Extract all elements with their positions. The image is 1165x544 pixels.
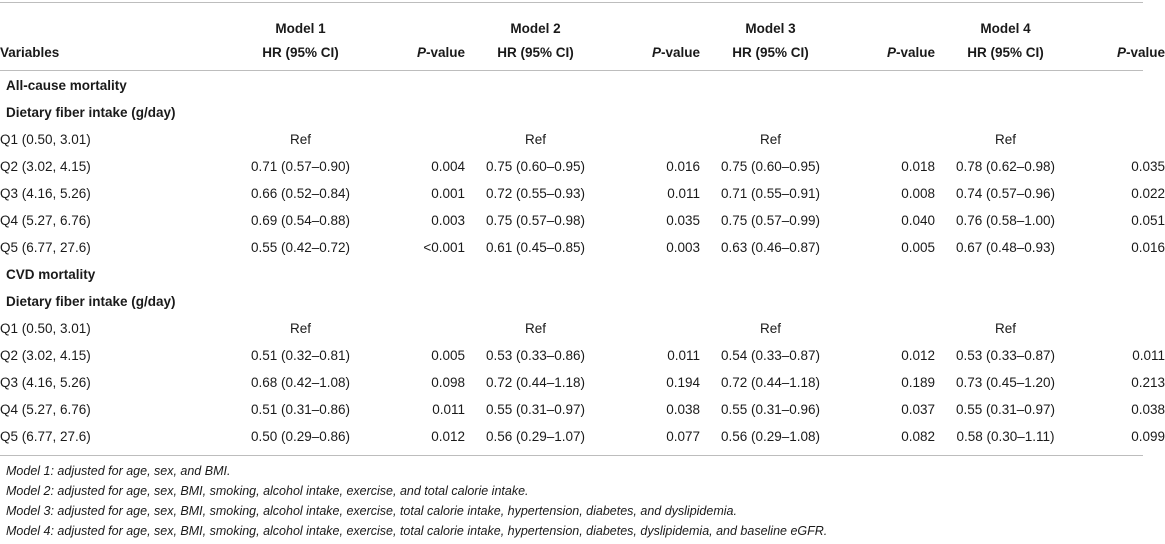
table-row [0,315,1165,342]
hr-heading-3: HR (95% CI) [732,44,809,60]
p-value-model-2: 0.003 [666,240,700,255]
hr-model-4: 0.55 (0.31–0.97) [955,402,1056,417]
hr-model-3: Ref [759,321,781,336]
p-value-model-3 [841,315,935,342]
hr-model-3: 0.54 (0.33–0.87) [720,348,821,363]
header-spacer-p4 [1076,6,1165,36]
table-bottom-rule [0,455,1143,456]
hr-heading-4: HR (95% CI) [967,44,1044,60]
row-label: Q3 (4.16, 5.26) [0,186,91,201]
p-value-model-2: 0.194 [666,375,700,390]
header-spacer-p3 [841,6,935,36]
footnotes [6,461,1136,541]
hr-heading-1: HR (95% CI) [262,44,339,60]
hr-model-2: Ref [524,321,546,336]
footnote-model-1: Model 1: adjusted for age, sex, and BMI. [6,464,231,478]
p-value-model-2: 0.011 [667,186,700,201]
model-4-heading: Model 4 [980,21,1031,36]
p-suffix: -value [425,44,465,60]
p-italic: P [651,44,661,60]
p-value-model-4: 0.022 [1131,186,1165,201]
hr-model-3: 0.75 (0.57–0.99) [720,213,821,228]
hr-model-3: 0.72 (0.44–1.18) [720,375,821,390]
hr-model-4: 0.53 (0.33–0.87) [955,348,1056,363]
model-3-heading: Model 3 [745,21,796,36]
row-label: Q4 (5.27, 6.76) [0,213,91,228]
p-value-model-1: 0.004 [431,159,465,174]
p-value-model-2: 0.038 [666,402,700,417]
hr-model-2: 0.53 (0.33–0.86) [485,348,586,363]
table-row [0,396,1165,423]
p-value-model-4 [1076,315,1165,342]
p-value-model-2 [606,315,700,342]
p-value-model-4: 0.099 [1131,429,1165,444]
p-value-model-4: 0.051 [1131,213,1165,228]
hr-model-1: 0.71 (0.57–0.90) [250,159,351,174]
hr-model-4: Ref [994,321,1016,336]
p-value-model-4: 0.011 [1132,348,1165,363]
table-row [0,180,1165,207]
p-value-model-3: 0.082 [901,429,935,444]
p-value-model-3: 0.040 [901,213,935,228]
p-suffix: -value [895,44,935,60]
p-value-model-4: 0.038 [1131,402,1165,417]
section-subtitle-row [0,288,1165,315]
results-table [0,6,1165,450]
p-value-heading-1 [371,36,465,68]
hr-model-4: 0.58 (0.30–1.11) [956,429,1055,444]
p-value-model-2 [606,126,700,153]
hr-model-3: 0.56 (0.29–1.08) [720,429,821,444]
p-value-model-2: 0.016 [666,159,700,174]
header-spacer [0,6,230,36]
hr-model-1: 0.66 (0.52–0.84) [250,186,351,201]
p-value-model-3: 0.008 [901,186,935,201]
p-value-model-3: 0.037 [901,402,935,417]
hr-model-1: Ref [289,321,311,336]
row-label: Q4 (5.27, 6.76) [0,402,91,417]
hr-model-4: 0.74 (0.57–0.96) [955,186,1056,201]
table-body [0,68,1165,450]
hr-model-1: 0.68 (0.42–1.08) [250,375,351,390]
p-value-model-3: 0.012 [901,348,935,363]
p-italic: P [886,44,896,60]
hr-model-1: 0.51 (0.32–0.81) [250,348,351,363]
p-italic: P [416,44,426,60]
table-top-rule [0,2,1143,3]
hr-model-3: 0.55 (0.31–0.96) [720,402,821,417]
p-value-model-1 [371,315,465,342]
p-value-model-1: 0.001 [431,186,465,201]
hr-model-1: 0.50 (0.29–0.86) [250,429,351,444]
table-row [0,207,1165,234]
p-value-model-2: 0.077 [666,429,700,444]
hr-model-4: 0.78 (0.62–0.98) [955,159,1056,174]
p-value-heading-4 [1076,36,1165,68]
table-row [0,153,1165,180]
hr-heading-2: HR (95% CI) [497,44,574,60]
table-row [0,342,1165,369]
section-title: All-cause mortality [6,78,127,93]
header-row-models [0,6,1165,36]
model-2-heading: Model 2 [510,21,561,36]
row-label: Q5 (6.77, 27.6) [0,429,91,444]
p-value-model-2: 0.035 [666,213,700,228]
p-value-model-4: 0.213 [1131,375,1165,390]
hr-model-2: 0.55 (0.31–0.97) [485,402,586,417]
hr-model-2: Ref [524,132,546,147]
p-value-model-3: 0.005 [901,240,935,255]
p-value-model-3 [841,126,935,153]
hr-model-3: 0.63 (0.46–0.87) [720,240,821,255]
p-value-heading-2 [606,36,700,68]
model-1-heading: Model 1 [275,21,326,36]
hr-model-2: 0.56 (0.29–1.07) [485,429,586,444]
hr-model-2: 0.72 (0.55–0.93) [485,186,586,201]
table-row [0,234,1165,261]
hr-model-4: 0.73 (0.45–1.20) [955,375,1056,390]
hr-model-2: 0.75 (0.60–0.95) [485,159,586,174]
hr-model-3: 0.75 (0.60–0.95) [720,159,821,174]
hr-model-3: Ref [759,132,781,147]
row-label: Q5 (6.77, 27.6) [0,240,91,255]
row-label: Q1 (0.50, 3.01) [0,132,91,147]
p-suffix: -value [1125,44,1165,60]
header-spacer-p2 [606,6,700,36]
p-value-model-1: 0.005 [431,348,465,363]
p-value-model-1: 0.011 [432,402,465,417]
p-value-model-1: 0.003 [431,213,465,228]
hr-model-1: 0.69 (0.54–0.88) [250,213,351,228]
section-title: CVD mortality [6,267,96,282]
section-subtitle: Dietary fiber intake (g/day) [6,294,176,309]
hr-model-1: 0.55 (0.42–0.72) [250,240,351,255]
section-title-row [0,261,1165,288]
row-label: Q3 (4.16, 5.26) [0,375,91,390]
p-value-model-4: 0.035 [1131,159,1165,174]
p-value-model-1: <0.001 [423,240,465,255]
p-value-heading-3 [841,36,935,68]
section-title-row [0,68,1165,99]
p-suffix: -value [660,44,700,60]
hr-model-1: Ref [289,132,311,147]
p-value-model-3: 0.018 [901,159,935,174]
p-value-model-1 [371,126,465,153]
p-value-model-3: 0.189 [901,375,935,390]
p-value-model-4 [1076,126,1165,153]
header-spacer-p1 [371,6,465,36]
table-row [0,126,1165,153]
hr-model-1: 0.51 (0.31–0.86) [250,402,351,417]
header-row-columns [0,36,1165,68]
hr-model-3: 0.71 (0.55–0.91) [720,186,821,201]
p-value-model-4: 0.016 [1131,240,1165,255]
footnote-model-4: Model 4: adjusted for age, sex, BMI, smoking, alcohol intake, exercise, total calorie intake, hypertension, diabetes, dyslipidemia, and baseline eGFR. [6,524,828,538]
table-row [0,423,1165,450]
table-row [0,369,1165,396]
hr-model-4: 0.76 (0.58–1.00) [955,213,1056,228]
row-label: Q1 (0.50, 3.01) [0,321,91,336]
p-value-model-1: 0.098 [431,375,465,390]
hr-model-4: 0.67 (0.48–0.93) [955,240,1056,255]
p-value-model-1: 0.012 [431,429,465,444]
footnote-model-3: Model 3: adjusted for age, sex, BMI, smoking, alcohol intake, exercise, total calorie intake, hypertension, diabetes, and dyslipidemia. [6,504,737,518]
variables-heading: Variables [0,44,60,60]
hr-model-2: 0.75 (0.57–0.98) [485,213,586,228]
p-value-model-2: 0.011 [667,348,700,363]
section-subtitle: Dietary fiber intake (g/day) [6,105,176,120]
row-label: Q2 (3.02, 4.15) [0,159,91,174]
hr-model-4: Ref [994,132,1016,147]
hr-model-2: 0.61 (0.45–0.85) [485,240,586,255]
section-subtitle-row [0,99,1165,126]
p-italic: P [1116,44,1126,60]
row-label: Q2 (3.02, 4.15) [0,348,91,363]
hr-model-2: 0.72 (0.44–1.18) [485,375,586,390]
footnote-model-2: Model 2: adjusted for age, sex, BMI, smoking, alcohol intake, exercise, and total calorie intake. [6,484,529,498]
